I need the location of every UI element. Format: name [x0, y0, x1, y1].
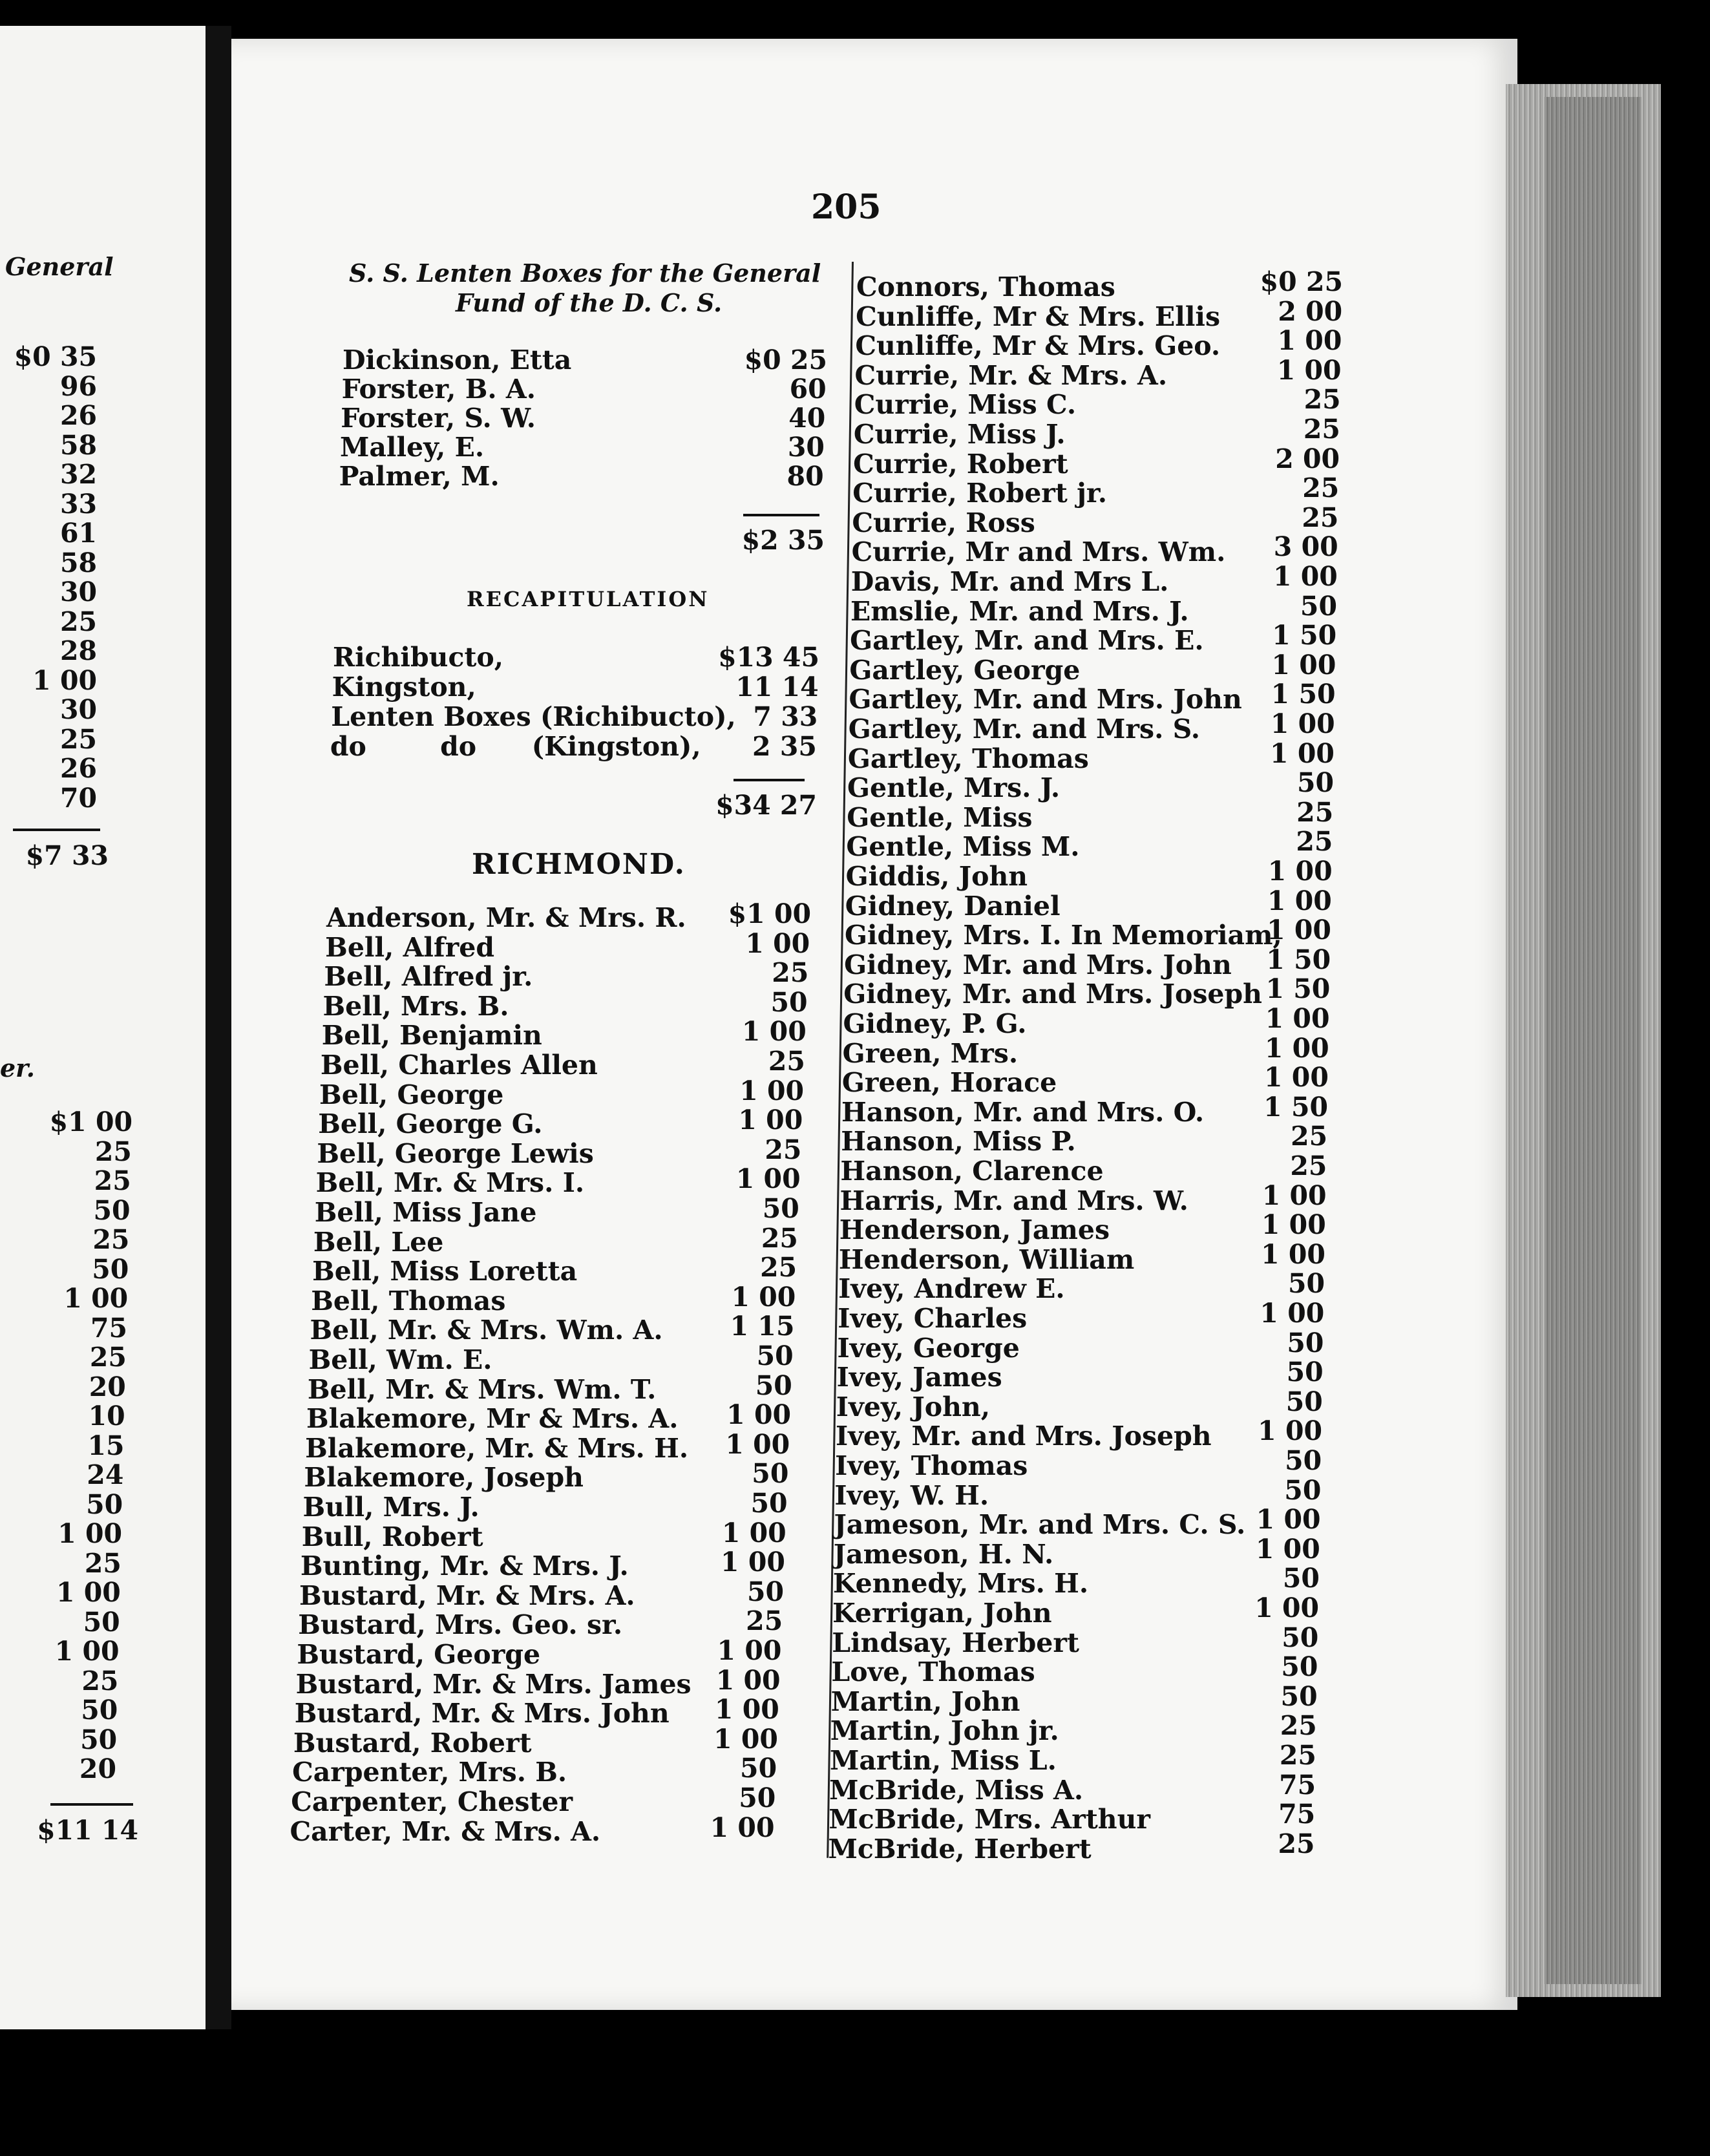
- lenten-entry-name: Palmer, M.: [339, 461, 500, 492]
- lenten-entry-name: Forster, B. A.: [341, 374, 536, 405]
- richmond-entry-amount: 1 00: [741, 1016, 807, 1048]
- richmond-entry-amount: 25: [760, 1252, 797, 1284]
- richmond-entry-amount: 50: [752, 1458, 789, 1490]
- richmond-entry-name: Bell, Mr. & Mrs. Wm. A.: [310, 1315, 663, 1346]
- richmond-entry-amount: 1 15: [730, 1311, 795, 1342]
- donor-entry-amount: 50: [1284, 1474, 1322, 1506]
- donor-entry-amount: 25: [1302, 502, 1339, 533]
- donor-entry-amount: 25: [1279, 1740, 1316, 1771]
- donor-entry-name: Gidney, P. G.: [843, 1008, 1027, 1039]
- richmond-entry-amount: 50: [740, 1753, 777, 1784]
- donor-entry-name: McBride, Mrs. Arthur: [829, 1804, 1150, 1835]
- donor-entry-name: McBride, Miss A.: [829, 1774, 1084, 1806]
- donor-entry-amount: 1 00: [1260, 1298, 1325, 1329]
- left-total-2: $11 14: [37, 1815, 138, 1846]
- lenten-entry-amount: 30: [787, 432, 825, 463]
- richmond-entry-amount: 1 00: [739, 1075, 805, 1106]
- richmond-entry-name: Blakemore, Joseph: [304, 1462, 584, 1494]
- left-entry-2-amount: 25: [94, 1165, 131, 1196]
- donor-entry-name: Ivey, Andrew E.: [838, 1273, 1065, 1305]
- richmond-entry-name: Bell, Wm. E.: [308, 1344, 492, 1375]
- richmond-entry-amount: 25: [765, 1134, 802, 1165]
- donor-entry-name: Connors, Thomas: [856, 271, 1115, 302]
- donor-entry-amount: 1 00: [1258, 1415, 1322, 1447]
- richmond-entry-name: Blakemore, Mr. & Mrs. H.: [305, 1432, 689, 1464]
- left-entry-amount: 70: [59, 782, 97, 814]
- donor-entry-name: Martin, Miss L.: [829, 1745, 1057, 1776]
- left-entry-2-amount: $1 00: [49, 1106, 132, 1137]
- left-entry-2-amount: 20: [89, 1371, 126, 1402]
- richmond-entry-name: Carpenter, Mrs. B.: [292, 1757, 567, 1788]
- donor-entry-name: Gentle, Mrs. J.: [847, 772, 1061, 804]
- left-entry-2-amount: 1 00: [63, 1283, 129, 1314]
- richmond-entry-name: Bell, Alfred: [325, 931, 494, 963]
- lenten-entry-name: Dickinson, Etta: [343, 344, 572, 375]
- donor-entry-amount: 1 00: [1267, 914, 1331, 946]
- donor-entry-name: Hanson, Clarence: [840, 1156, 1104, 1187]
- richmond-entry-name: Bell, Alfred jr.: [324, 961, 533, 993]
- donor-entry-name: Gartley, Mr. and Mrs. John: [849, 684, 1242, 715]
- left-entry-2-amount: 15: [87, 1430, 125, 1461]
- donor-entry-amount: 1 00: [1261, 1209, 1326, 1241]
- richmond-entry-name: Bell, Benjamin: [321, 1020, 542, 1052]
- donor-entry-name: Gentle, Miss M.: [846, 831, 1080, 863]
- left-entry-amount: 26: [59, 400, 97, 431]
- donor-entry-name: Gidney, Mr. and Mrs. John: [844, 949, 1232, 980]
- left-entry-amount: 30: [59, 576, 97, 608]
- richmond-entry-name: Carter, Mr. & Mrs. A.: [290, 1815, 601, 1847]
- richmond-entry-name: Bell, Lee: [313, 1226, 444, 1258]
- left-entry-amount: 61: [59, 518, 97, 549]
- richmond-entry-name: Bell, George G.: [318, 1108, 543, 1140]
- donor-entry-name: Gidney, Mrs. I. In Memoriam,: [844, 920, 1282, 951]
- left-entry-amount: 96: [59, 370, 97, 402]
- donor-entry-amount: 1 00: [1270, 708, 1335, 739]
- recap-entry-amount: 7 33: [753, 701, 818, 732]
- donor-entry-name: Martin, John: [830, 1686, 1020, 1717]
- richmond-entry-name: Bell, George: [319, 1079, 504, 1110]
- richmond-entry-name: Carpenter, Chester: [291, 1786, 573, 1817]
- donor-entry-name: McBride, Herbert: [828, 1833, 1092, 1865]
- left-total-1: $7 33: [25, 840, 109, 871]
- donor-entry-name: Lindsay, Herbert: [832, 1627, 1079, 1658]
- richmond-entry-amount: 1 00: [745, 927, 810, 959]
- richmond-entry-name: Bustard, Mr. & Mrs. John: [294, 1698, 670, 1729]
- donor-entry-amount: 1 00: [1276, 354, 1342, 386]
- donor-entry-amount: 25: [1296, 826, 1333, 858]
- left-entry-amount: 28: [59, 635, 97, 666]
- left-entry-2-amount: 50: [80, 1724, 118, 1755]
- recap-entry-amount: $13 45: [718, 642, 819, 673]
- donor-entry-amount: 50: [1296, 767, 1335, 799]
- richmond-entry-amount: 25: [772, 957, 809, 989]
- richmond-entry-amount: 1 00: [714, 1694, 779, 1726]
- lenten-entry-amount: $0 25: [744, 344, 827, 375]
- left-entry-amount: 30: [59, 694, 97, 725]
- recap-entry-name: Richibucto,: [333, 642, 503, 673]
- left-entry-2-amount: 25: [94, 1136, 132, 1167]
- donor-entry-amount: 50: [1282, 1563, 1320, 1594]
- left-entry-2-amount: 50: [81, 1695, 118, 1726]
- donor-entry-amount: 50: [1282, 1622, 1319, 1653]
- donor-entry-amount: 25: [1291, 1121, 1328, 1152]
- richmond-entry-name: Bustard, Mrs. Geo. sr.: [298, 1609, 623, 1641]
- left-entry-2-amount: 50: [83, 1606, 120, 1638]
- richmond-entry-name: Bell, Mr. & Mrs. Wm. T.: [307, 1373, 657, 1405]
- donor-entry-name: Davis, Mr. and Mrs L.: [850, 566, 1169, 597]
- left-entry-2-amount: 24: [87, 1459, 124, 1490]
- donor-entry-amount: 50: [1287, 1327, 1324, 1358]
- donor-entry-amount: 2 00: [1278, 295, 1343, 327]
- donor-entry-name: Ivey, W. H.: [834, 1479, 989, 1511]
- lenten-total: $2 35: [741, 525, 825, 556]
- richmond-entry-amount: 1 00: [725, 1428, 790, 1460]
- left-heading-fragment-2: er.: [0, 1053, 35, 1083]
- richmond-entry-amount: 25: [746, 1605, 783, 1637]
- left-entry-2-amount: 1 00: [54, 1636, 120, 1667]
- donor-entry-amount: 75: [1278, 1799, 1316, 1830]
- donor-entry-name: Green, Horace: [841, 1067, 1057, 1099]
- donor-entry-name: Gartley, Mr. and Mrs. E.: [850, 625, 1204, 657]
- left-entry-2-amount: 10: [88, 1400, 125, 1432]
- left-entry-2-amount: 1 00: [58, 1518, 123, 1549]
- donor-entry-amount: 50: [1300, 590, 1337, 622]
- donor-entry-name: Gidney, Daniel: [845, 890, 1061, 922]
- recap-entry-name: Kingston,: [332, 671, 476, 703]
- donor-entry-amount: 25: [1278, 1828, 1315, 1859]
- donor-entry-name: Ivey, John,: [836, 1391, 990, 1422]
- richmond-entry-amount: 50: [747, 1576, 785, 1607]
- lenten-entry-amount: 80: [786, 461, 824, 492]
- donor-entry-amount: 1 50: [1266, 944, 1331, 975]
- left-entry-2-amount: 20: [79, 1753, 116, 1784]
- donor-entry-name: Gartley, Mr. and Mrs. S.: [848, 713, 1201, 745]
- page-edges-inner: [1545, 97, 1641, 1984]
- richmond-entry-amount: 1 00: [735, 1163, 801, 1195]
- left-entry-amount: 58: [59, 547, 97, 578]
- donor-entry-amount: 25: [1280, 1710, 1317, 1742]
- donor-entry-name: Gartley, Thomas: [847, 743, 1089, 774]
- donor-entry-name: Kerrigan, John: [832, 1598, 1052, 1629]
- donor-entry-amount: 50: [1281, 1651, 1318, 1683]
- left-entry-2-amount: 75: [90, 1312, 128, 1344]
- donor-entry-name: Ivey, Thomas: [835, 1450, 1028, 1481]
- left-total-rule-2: [50, 1803, 133, 1806]
- donor-entry-amount: 1 00: [1272, 561, 1338, 592]
- recap-entry-name: do do (Kingston),: [330, 731, 701, 762]
- donor-entry-name: Currie, Robert jr.: [852, 478, 1108, 509]
- left-entry-2-amount: 50: [93, 1194, 131, 1226]
- donor-entry-name: Currie, Robert: [853, 448, 1068, 480]
- recap-entry-amount: 11 14: [735, 671, 819, 703]
- donor-entry-amount: 1 00: [1261, 1179, 1327, 1211]
- donor-entry-amount: $0 25: [1260, 266, 1343, 297]
- donor-entry-name: Gentle, Miss: [847, 801, 1033, 833]
- richmond-entry-name: Bull, Mrs. J.: [302, 1492, 480, 1523]
- donor-entry-name: Kennedy, Mrs. H.: [832, 1568, 1089, 1600]
- donor-entry-name: Cunliffe, Mr & Mrs. Ellis: [856, 301, 1221, 332]
- richmond-entry-name: Bell, Charles Allen: [320, 1050, 598, 1081]
- donor-entry-amount: 1 00: [1271, 649, 1336, 681]
- donor-entry-amount: 50: [1280, 1680, 1318, 1712]
- donor-entry-amount: 1 00: [1254, 1592, 1320, 1623]
- left-entry-2-amount: 50: [92, 1253, 129, 1285]
- donor-entry-amount: 1 00: [1277, 325, 1342, 357]
- richmond-entry-amount: 50: [770, 986, 808, 1018]
- donor-entry-amount: 25: [1304, 384, 1341, 416]
- left-entry-amount: $0 35: [14, 341, 97, 372]
- donor-entry-name: Cunliffe, Mr & Mrs. Geo.: [855, 330, 1221, 362]
- donor-entry-name: Ivey, James: [836, 1362, 1002, 1393]
- lenten-total-rule: [743, 514, 819, 516]
- donor-entry-amount: 1 50: [1265, 973, 1331, 1005]
- richmond-entry-amount: 50: [762, 1193, 799, 1224]
- donor-entry-name: Currie, Mr and Mrs. Wm.: [851, 536, 1226, 568]
- donor-entry-name: Currie, Miss C.: [854, 389, 1077, 421]
- donor-entry-amount: 50: [1288, 1268, 1325, 1300]
- richmond-entry-name: Blakemore, Mr & Mrs. A.: [306, 1403, 679, 1435]
- richmond-entry-amount: 1 00: [721, 1547, 785, 1578]
- donor-entry-name: Currie, Miss J.: [853, 419, 1066, 450]
- donor-entry-amount: 3 00: [1273, 531, 1338, 563]
- left-entry-2-amount: 50: [86, 1488, 123, 1520]
- book-spine: [206, 26, 231, 2029]
- donor-entry-amount: 1 00: [1265, 1003, 1330, 1034]
- richmond-entry-amount: 1 00: [726, 1399, 791, 1431]
- left-entry-amount: 1 00: [32, 664, 97, 696]
- richmond-entry-amount: 25: [768, 1046, 805, 1077]
- donor-entry-name: Hanson, Mr. and Mrs. O.: [841, 1096, 1205, 1128]
- donor-entry-amount: 75: [1279, 1769, 1316, 1801]
- donor-entry-amount: 2 00: [1275, 443, 1340, 474]
- left-entry-2-amount: 25: [84, 1547, 121, 1579]
- richmond-entry-amount: 50: [756, 1340, 794, 1371]
- richmond-entry-name: Bustard, George: [297, 1639, 541, 1670]
- donor-entry-name: Gartley, George: [849, 654, 1081, 686]
- donor-entry-name: Martin, John jr.: [830, 1715, 1059, 1747]
- lenten-entry-amount: 40: [788, 403, 826, 434]
- richmond-entry-name: Bull, Robert: [301, 1521, 483, 1552]
- left-entry-amount: 58: [59, 429, 97, 461]
- richmond-entry-name: Bell, Miss Jane: [314, 1197, 537, 1228]
- lenten-heading-line2: Fund of the D. C. S.: [456, 288, 723, 317]
- richmond-entry-name: Bunting, Mr. & Mrs. J.: [300, 1550, 629, 1582]
- left-entry-amount: 32: [59, 459, 97, 490]
- lenten-entry-amount: 60: [789, 374, 827, 405]
- donor-entry-name: Jameson, Mr. and Mrs. C. S.: [834, 1509, 1246, 1541]
- recap-total: $34 27: [715, 790, 817, 821]
- richmond-entry-amount: 50: [739, 1782, 776, 1813]
- left-entry-amount: 25: [59, 606, 97, 637]
- left-entry-2-amount: 25: [89, 1342, 127, 1373]
- recap-entry-amount: 2 35: [752, 731, 817, 762]
- richmond-entry-name: Bell, Mrs. B.: [322, 990, 509, 1022]
- donor-entry-amount: 25: [1296, 796, 1334, 828]
- donor-entry-amount: 1 00: [1261, 1238, 1325, 1270]
- donor-entry-amount: 1 00: [1256, 1504, 1321, 1536]
- donor-entry-amount: 25: [1302, 472, 1340, 504]
- left-entry-amount: 33: [59, 488, 97, 520]
- donor-entry-name: Henderson, William: [838, 1243, 1135, 1275]
- left-total-rule-1: [13, 829, 100, 831]
- richmond-entry-name: Bustard, Mr. & Mrs. A.: [299, 1580, 635, 1611]
- richmond-entry-amount: 1 00: [713, 1723, 778, 1755]
- richmond-entry-name: Bustard, Robert: [293, 1727, 532, 1759]
- left-entry-2-amount: 25: [92, 1224, 130, 1255]
- donor-entry-amount: 50: [1285, 1445, 1322, 1476]
- donor-entry-name: Ivey, Charles: [838, 1303, 1028, 1334]
- richmond-entry-amount: 1 00: [717, 1635, 782, 1666]
- donor-entry-amount: 1 50: [1263, 1091, 1329, 1123]
- richmond-entry-name: Bell, Miss Loretta: [312, 1256, 578, 1287]
- donor-entry-name: Gidney, Mr. and Mrs. Joseph: [843, 978, 1262, 1010]
- donor-entry-name: Henderson, James: [839, 1214, 1110, 1246]
- donor-entry-name: Ivey, George: [837, 1332, 1020, 1364]
- donor-entry-name: Currie, Mr. & Mrs. A.: [854, 359, 1168, 391]
- recap-total-rule: [734, 779, 805, 781]
- recap-entry-name: Lenten Boxes (Richibucto),: [331, 701, 736, 732]
- richmond-entry-name: Bustard, Mr. & Mrs. James: [295, 1668, 691, 1700]
- donor-entry-name: Giddis, John: [845, 861, 1028, 892]
- donor-entry-amount: 1 00: [1267, 856, 1333, 887]
- recap-heading: RECAPITULATION: [467, 587, 710, 611]
- donor-entry-name: Harris, Mr. and Mrs. W.: [839, 1185, 1188, 1216]
- donor-entry-amount: 1 00: [1267, 885, 1332, 916]
- donor-entry-amount: 1 00: [1270, 737, 1335, 769]
- donor-entry-amount: 1 00: [1255, 1533, 1320, 1565]
- donor-entry-amount: 25: [1303, 414, 1340, 445]
- richmond-entry-amount: 1 00: [710, 1812, 775, 1843]
- donor-entry-name: Love, Thomas: [831, 1656, 1035, 1688]
- richmond-entry-name: Anderson, Mr. & Mrs. R.: [326, 902, 686, 933]
- donor-entry-name: Currie, Ross: [852, 507, 1035, 538]
- left-entry-amount: 26: [59, 753, 97, 784]
- left-entry-2-amount: 1 00: [56, 1577, 121, 1608]
- donor-entry-amount: 1 00: [1264, 1032, 1329, 1064]
- richmond-entry-amount: 50: [750, 1488, 788, 1519]
- richmond-entry-amount: 1 00: [721, 1517, 786, 1548]
- richmond-entry-name: Bell, George Lewis: [317, 1137, 594, 1169]
- left-entry-2-amount: 25: [81, 1665, 119, 1696]
- richmond-entry-name: Bell, Mr. & Mrs. I.: [315, 1167, 585, 1199]
- richmond-entry-amount: 1 00: [738, 1104, 803, 1136]
- richmond-entry-amount: 25: [761, 1222, 798, 1254]
- richmond-entry-amount: 50: [755, 1369, 792, 1401]
- richmond-entry-amount: $1 00: [728, 898, 811, 929]
- richmond-entry-name: Bell, Thomas: [311, 1285, 506, 1316]
- donor-entry-name: Ivey, Mr. and Mrs. Joseph: [835, 1421, 1212, 1452]
- page-number: 205: [811, 187, 881, 227]
- donor-entry-amount: 1 50: [1272, 620, 1337, 651]
- donor-entry-amount: 50: [1286, 1357, 1324, 1388]
- donor-entry-amount: 1 00: [1263, 1062, 1329, 1094]
- donor-entry-name: Hanson, Miss P.: [841, 1126, 1076, 1157]
- left-heading-fragment: General: [5, 252, 114, 281]
- lenten-heading-line1: S. S. Lenten Boxes for the General: [349, 259, 821, 288]
- donor-entry-name: Emslie, Mr. and Mrs. J.: [850, 595, 1189, 627]
- lenten-entry-name: Forster, S. W.: [341, 403, 536, 434]
- donor-entry-amount: 50: [1285, 1386, 1323, 1417]
- donor-entry-amount: 25: [1290, 1150, 1327, 1181]
- donor-entry-name: Green, Mrs.: [842, 1037, 1019, 1069]
- richmond-entry-amount: 1 00: [715, 1664, 781, 1696]
- lenten-entry-name: Malley, E.: [339, 432, 485, 463]
- left-entry-amount: 25: [59, 723, 97, 755]
- richmond-heading: RICHMOND.: [472, 848, 686, 881]
- richmond-entry-amount: 1 00: [731, 1281, 796, 1313]
- donor-entry-amount: 1 50: [1271, 679, 1336, 710]
- donor-entry-name: Jameson, H. N.: [833, 1538, 1054, 1570]
